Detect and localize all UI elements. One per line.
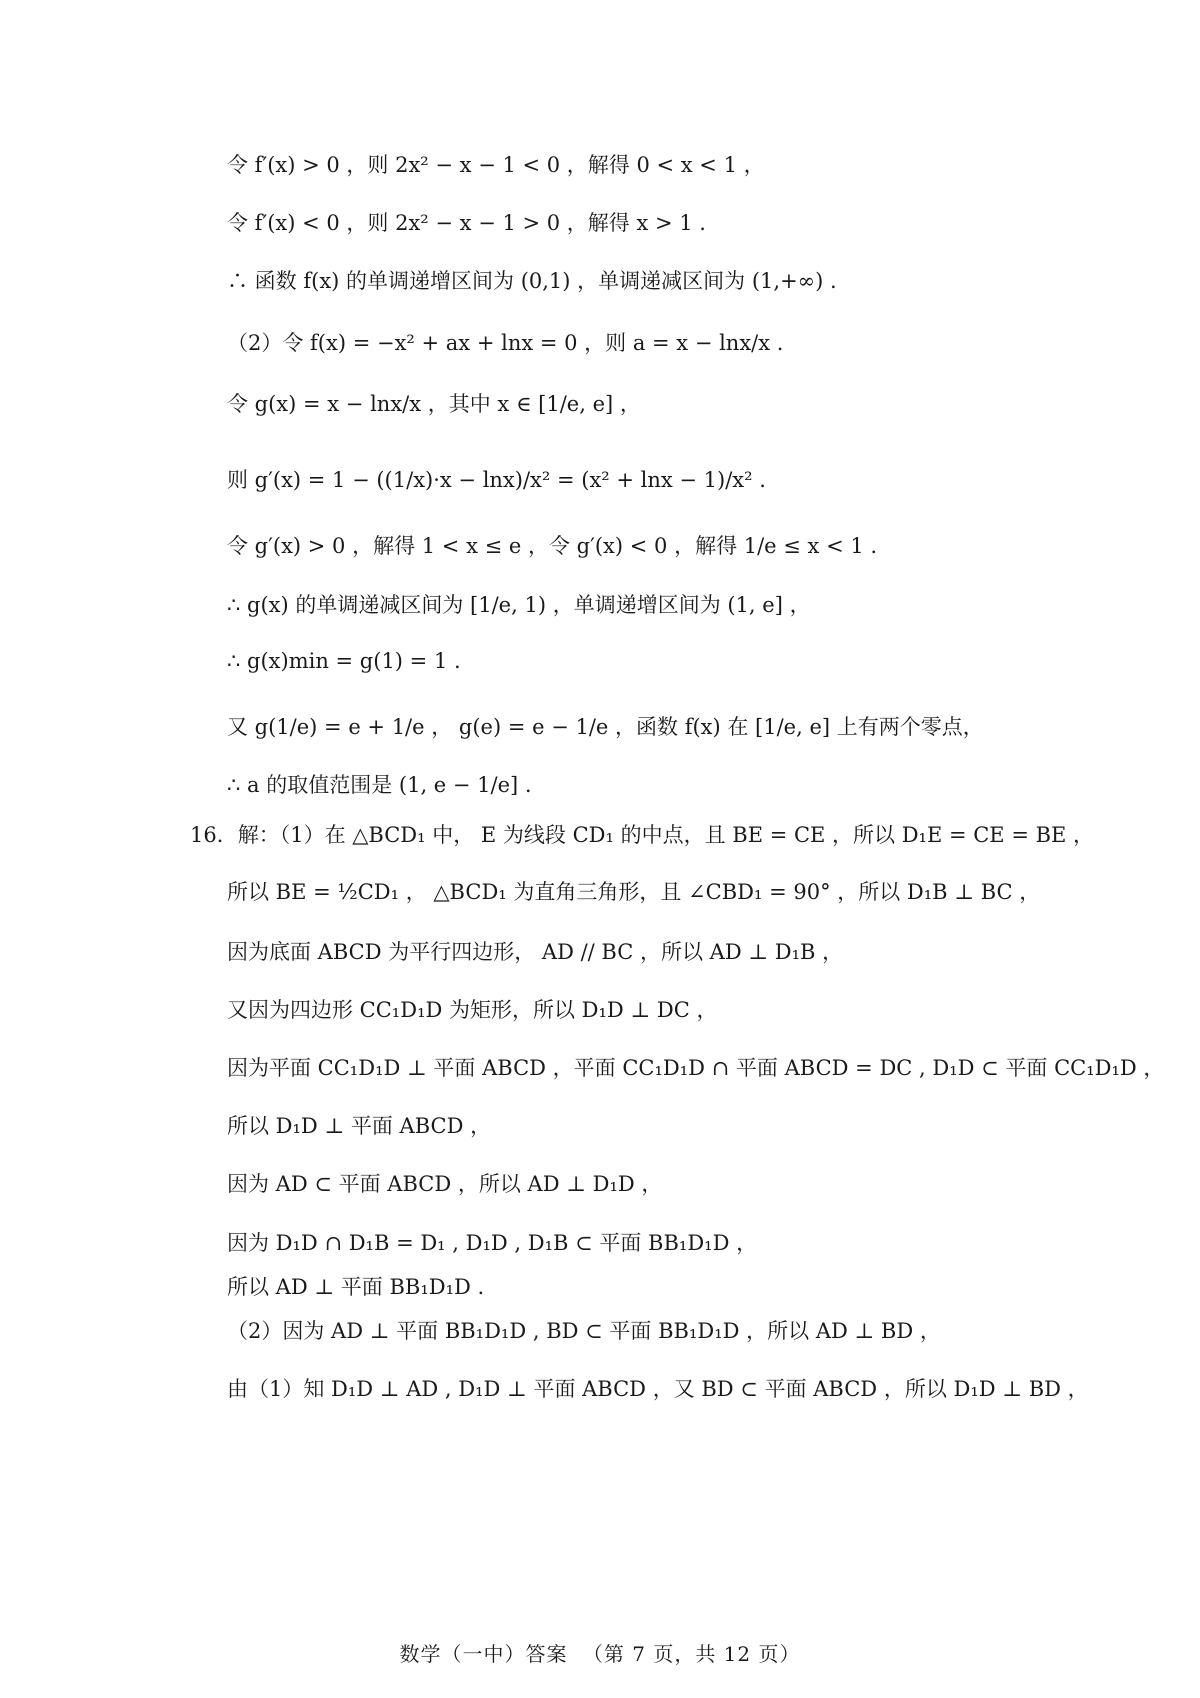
solution-line: 令 f′(x) > 0 ，则 2x² − x − 1 < 0 ，解得 0 < x < 1 ， — [227, 153, 765, 177]
solution-line: 因为 D₁D ∩ D₁B = D₁ , D₁D , D₁B ⊂ 平面 BB₁D₁D ， — [227, 1231, 758, 1255]
solution-line: 令 f′(x) < 0 ，则 2x² − x − 1 > 0 ，解得 x > 1 . — [227, 211, 706, 235]
solution-line: 因为 AD ⊂ 平面 ABCD ，所以 AD ⊥ D₁D ， — [227, 1172, 663, 1196]
solution-line: 由（1）知 D₁D ⊥ AD , D₁D ⊥ 平面 ABCD ，又 BD ⊂ 平面 ABCD ，所以 D₁D ⊥ BD ， — [227, 1377, 1089, 1401]
solution-line: 令 g(x) = x − lnx/x ，其中 x ∈ [1/e, e] ， — [227, 392, 641, 416]
problem-16-heading-line: 16．解：（1）在 △BCD₁ 中， E 为线段 CD₁ 的中点，且 BE = CE ，所以 D₁E = CE = BE ， — [190, 823, 1095, 847]
solution-line: （2）因为 AD ⊥ 平面 BB₁D₁D , BD ⊂ 平面 BB₁D₁D ，所以 AD ⊥ BD ， — [227, 1319, 941, 1343]
solution-line: 因为平面 CC₁D₁D ⊥ 平面 ABCD ，平面 CC₁D₁D ∩ 平面 ABCD = DC , D₁D ⊂ 平面 CC₁D₁D ， — [227, 1056, 1165, 1080]
solution-line: ∴ 函数 f(x) 的单调递增区间为 (0,1) ，单调递减区间为 (1,+∞) . — [227, 269, 837, 293]
solution-line: 又 g(1/e) = e + 1/e ， g(e) = e − 1/e ，函数 f(x) 在 [1/e, e] 上有两个零点， — [227, 715, 984, 739]
solution-line: 则 g′(x) = 1 − ((1/x)·x − lnx)/x² = (x² + lnx − 1)/x² . — [227, 468, 766, 492]
solution-line: 所以 D₁D ⊥ 平面 ABCD ， — [227, 1114, 492, 1138]
solution-line: 所以 BE = ½CD₁ ， △BCD₁ 为直角三角形，且 ∠CBD₁ = 90° ，所以 D₁B ⊥ BC ， — [227, 880, 1041, 904]
solution-line: 令 g′(x) > 0 ，解得 1 < x ≤ e ，令 g′(x) < 0 ，解得 1/e ≤ x < 1 . — [227, 534, 878, 558]
footer-page-number: （第 7 页，共 12 页） — [582, 1642, 801, 1666]
solution-line: ∴ a 的取值范围是 (1, e − 1/e] . — [227, 773, 532, 797]
solution-line: ∴ g(x)min = g(1) = 1 . — [227, 649, 461, 673]
solution-line: （2）令 f(x) = −x² + ax + lnx = 0 ，则 a = x − lnx/x . — [227, 331, 784, 355]
solution-line: 因为底面 ABCD 为平行四边形， AD // BC ，所以 AD ⊥ D₁B ， — [227, 940, 844, 964]
page-footer — [0, 1638, 1200, 1667]
solution-line: 又因为四边形 CC₁D₁D 为矩形，所以 D₁D ⊥ DC ， — [227, 998, 718, 1022]
solution-line: ∴ g(x) 的单调递减区间为 [1/e, 1) ，单调递增区间为 (1, e] ， — [227, 593, 811, 617]
footer-subject: 数学（一中）答案 — [399, 1642, 568, 1666]
solution-line: 所以 AD ⊥ 平面 BB₁D₁D . — [227, 1275, 485, 1299]
